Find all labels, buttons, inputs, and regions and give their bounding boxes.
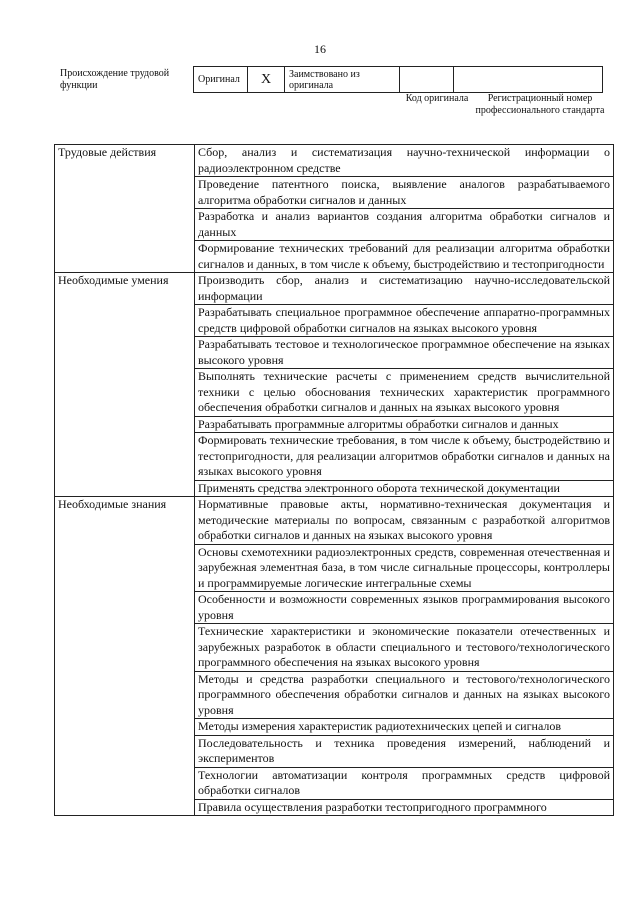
- section-item: Последовательность и техника проведения измерений, наблюдений и экспериментов: [195, 735, 614, 767]
- table-row: [55, 273, 614, 305]
- section-item: Методы измерения характеристик радиотехнических цепей и сигналов: [195, 719, 614, 736]
- section-title: Необходимые умения: [55, 273, 195, 497]
- section-item: Технологии автоматизации контроля программных средств цифровой обработки сигналов: [195, 767, 614, 799]
- section-item: Технические характеристики и экономические показатели отечественных и зарубежных разработок в области специального и тестового/технологического программного обеспечения на языках высокого уровня: [195, 624, 614, 672]
- section-item: Особенности и возможности современных языков программирования высокого уровня: [195, 592, 614, 624]
- origin-table: [193, 66, 603, 93]
- section-item: Сбор, анализ и систематизация научно-технической информации о радиоэлектронном средстве: [195, 145, 614, 177]
- section-item: Проведение патентного поиска, выявление аналогов разрабатываемого алгоритма обработки сигналов и данных: [195, 177, 614, 209]
- section-item: Разработка и анализ вариантов создания алгоритма обработки сигналов и данных: [195, 209, 614, 241]
- table-row: [55, 497, 614, 545]
- reg-number-label: Регистрационный номер профессионального стандарта: [475, 93, 605, 116]
- section-item: Разрабатывать специальное программное обеспечение аппаратно-программных средств цифровой обработки сигналов на языках высокого уровня: [195, 305, 614, 337]
- section-item: Формирование технических требований для реализации алгоритма обработки сигналов и данных, в том числе к объему, быстродействию и тестопригодности: [195, 241, 614, 273]
- borrowed-cell: Заимствовано из оригинала: [285, 67, 400, 93]
- section-title: Необходимые знания: [55, 497, 195, 816]
- section-item: Разрабатывать программные алгоритмы обработки сигналов и данных: [195, 416, 614, 433]
- origin-label: Происхождение трудовой функции: [60, 68, 170, 91]
- reg-number-cell: [454, 67, 603, 93]
- table-row: [55, 145, 614, 177]
- function-table: [54, 144, 614, 816]
- original-cell: Оригинал: [194, 67, 248, 93]
- section-title: Трудовые действия: [55, 145, 195, 273]
- page-number: 16: [314, 42, 326, 56]
- section-item: Нормативные правовые акты, нормативно-техническая документация и методические материалы по вопросам, связанным с разработкой алгоритмов обработки сигналов и данных на языках высокого уровня: [195, 497, 614, 545]
- section-item: Применять средства электронного оборота технической документации: [195, 480, 614, 497]
- section-item: Основы схемотехники радиоэлектронных средств, современная отечественная и зарубежная элементная база, в том числе сигнальные процессоры, контроллеры и программируемые логические интегральные схемы: [195, 544, 614, 592]
- section-item: Формировать технические требования, в том числе к объему, быстродействию и тестопригодности, для реализации алгоритмов обработки сигналов и данных на языках высокого уровня: [195, 433, 614, 481]
- original-mark: X: [248, 67, 285, 93]
- section-item: Разрабатывать тестовое и технологическое программное обеспечение на языках высокого уровня: [195, 337, 614, 369]
- section-item: Методы и средства разработки специального и тестового/технологического программного обеспечения обработки сигналов и данных на языках высокого уровня: [195, 671, 614, 719]
- section-item: Выполнять технические расчеты с применением средств вычислительной техники с целью обоснования технических характеристик программного обеспечения обработки сигналов и данных на языках высокого уровня: [195, 369, 614, 417]
- section-item: Производить сбор, анализ и систематизацию научно-исследовательской информации: [195, 273, 614, 305]
- section-item: Правила осуществления разработки тестопригодного программного: [195, 799, 614, 816]
- code-cell: [400, 67, 454, 93]
- code-label: Код оригинала: [405, 93, 469, 104]
